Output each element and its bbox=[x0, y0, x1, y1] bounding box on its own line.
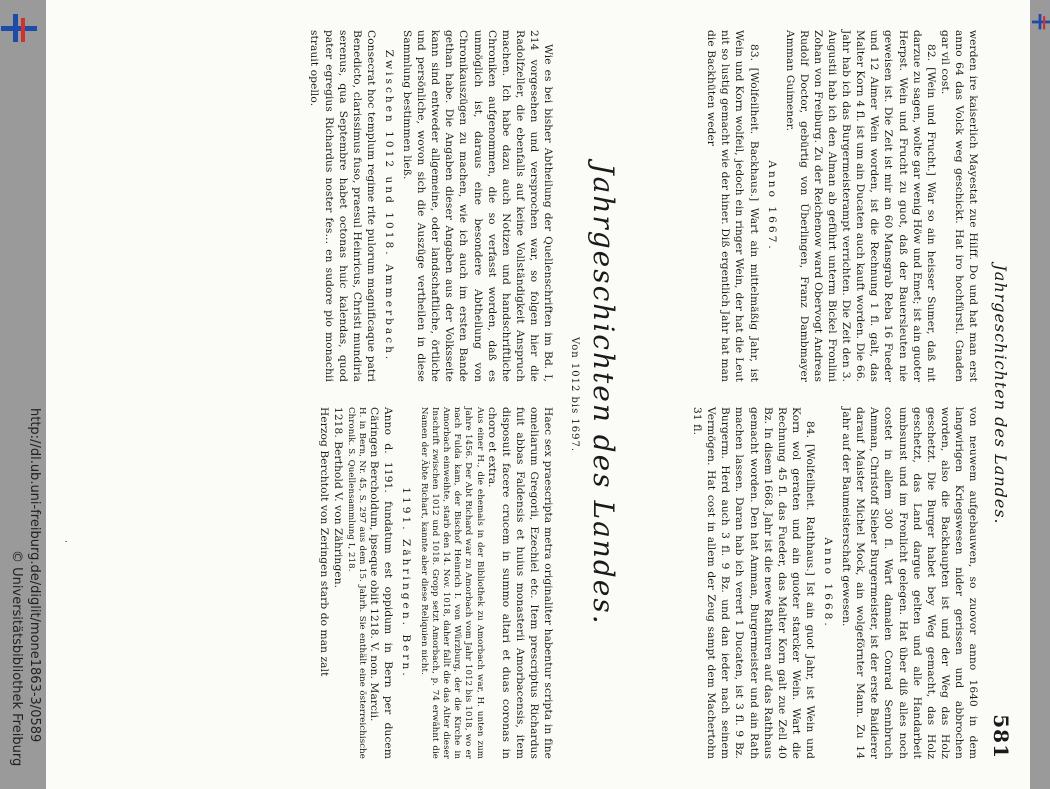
cross-logo-icon bbox=[1032, 14, 1050, 29]
year-heading: Anno 1668. bbox=[822, 537, 835, 629]
paragraph: 83. [Wolfeilheit. Backhaus.] Wart ain mittelmäßig Jahr, ist Wein und Korn wolfeil, jedoch ein ringer Wein, der hat die Leut nit so lustig gemacht wie der hiner. Diß ergentlich Jahr hat man die Backhüten weder bbox=[705, 30, 760, 382]
paragraph: Wie es bei bisher Abtheilung der Quellenschriften im Bd. I, 214 vorgesehen und versprochen war, so folgen hier die Radolfzeller, die ebenfalls auf keine Vollständigkeit Anspruch machen. Ich habe dazu auch Notizen und handschriftliche Chroniken aufgenommen, die so verfasst worden, daß es unmöglich ist, daraus eine besondere Abtheilung von Chronikauszügen zu machen, wie ich auch im ersten Bande gethan habe. Die Angaben dieser Angaben aus der Volksseite kann sind entweder allgemeine, oder landschaftliche, örtliche und persönliche, wovon sich die Auszüge vertheilen in diese Sammlung bestimmen ließ. bbox=[401, 30, 554, 382]
paragraph: Haec sex praescripta metra originaliter habentur scripta in fine omeliarum Gregorii, Ezechiel etc. Item prescriptus Richardus fuit abbas Faldensis et huius monasterii Amorbacensis, item disposuit facere crucem in summo altari et duas coronas in choro et extra. bbox=[485, 407, 554, 759]
year-heading: Zwischen 1012 und 1018. Ammerbach. bbox=[382, 49, 395, 363]
lower-right-column bbox=[316, 407, 555, 759]
footnote: Aus einer H., die ehemals in der Bibliothek zu Amorbach war, H. unten zum Jahre 1456. Der Abt Richard war zu Amorbach vom Jahr 1012 bis 1018, wo er nach Fulda kam, der Bischof Heinrich I. von Würzburg, der die Kirche in Amorbach einweihte, starb den 14. Nov. 1018, daher fallt die das Alter dieser Inschrift zwischen 1012 und 1018. Gropp setzt Amorbach, p. 74 erwähnt die Namen der Äbte Richart, kannte aber diese Reliquien nicht. bbox=[418, 407, 485, 759]
right-margin-strip bbox=[1030, 0, 1050, 789]
paragraph: Herzog Berchtolt von Zeringen starb do man zalt bbox=[317, 407, 330, 677]
page-number: 581 bbox=[989, 714, 1013, 759]
lower-left-column bbox=[307, 30, 555, 382]
copyright-notice: © Universitätsbibliothek Freiburg bbox=[9, 550, 24, 767]
footnote: H. in Bern, Nr. 45, S. 297 aus dem 15. Jahrh. Sie enthält eine österreichische Chronik. S. Quellensammlung I, 218. bbox=[345, 407, 368, 759]
header-title: Jahrgeschichten des Landes. bbox=[991, 264, 1010, 525]
year-heading: Anno 1667. bbox=[765, 160, 778, 252]
paragraph: Anno d. 1191. fundatum est oppidum in Bern per ducem Cäringen Bercholdum, ipseque obiit 1218. V. non. Marcii. bbox=[368, 407, 395, 759]
page-header bbox=[988, 30, 1013, 759]
paragraph: werden ire kaiserlich Mayestat zue Hilff. Do und hat man erst anno 64 das Volck weg geschickt. Hat iro hochfürstl. Gnaden gar vil cost. bbox=[938, 30, 979, 382]
year-heading: 1191. Zähringen. Bern. bbox=[400, 487, 413, 679]
paragraph: Consecrat hoc templum regime rite pulorum magnificaque patri Benedicto, clarissimus fuso, praesul Heinricus, Christi mundiria serenus, qua Septembre habet octonas huic kalendas, quod pater egregius Richardus noster fes… en sudore pio monachii strauit opello. bbox=[308, 30, 377, 382]
upper-right-column bbox=[690, 407, 980, 759]
paragraph: 84. [Wolfeilheit. Rathhaus.] Ist ain guot Jahr, ist Wein und Korn wol geraten und ain guoter starcker Wein. Wart die Rechnung 45 fl. das Fueder, das Malter Korn galt zue Zell 40 Bz. In disem 1668. Jahr ist die newe Rathuren auf das Rathhaus gemacht worden. Den hat Amman, Burgermeister und ain Rath machen lassen. Daran hab ich verert 1 Ducaten, ist 3 fl. 9 Bz. Burgerm. Herd auch 3 fl. 9 Bz. und dan ieder nach seinem Vermögen. Hat cost in allem der Zeug sampt dem Machertohn 31 fl. bbox=[691, 407, 816, 759]
bottom-mark: · bbox=[60, 540, 70, 543]
upper-left-column bbox=[704, 30, 980, 382]
section-title: Jahrgeschichten des Landes. bbox=[587, 163, 620, 626]
rotated-page-content bbox=[46, 0, 1030, 789]
cross-logo-icon bbox=[1, 14, 37, 42]
paragraph: von neuwem aufgebauwen, so zuovor anno 1640 in dem langwirigen Kriegswesen nider gerissen und abbrochen worden, also die Backhaupten ist und der Weg das Holz geschetzt. Die Burger habet bey Weg gemacht, das Holz geschetzt, das Land dargue gelten und alle Handarbeit umbsunst und im Fronlicht gelegen. Hat über diß alles noch costet in allem 300 fl. Wart damalen Conrad Sennbruch Amman, Christoff Sieber Burgermeister, ist der erste Baidierer darauf Maister Michel Mock, ain wolgeförnter Mann. Zu 14 Jahr auf der Baumeisterschaft gewesen. bbox=[840, 407, 979, 759]
scanned-page bbox=[46, 0, 1030, 789]
section-subtitle: Von 1012 bis 1697. bbox=[569, 336, 580, 453]
paragraph: 1218. Berthold V. von Zähringen. bbox=[331, 407, 344, 589]
paragraph: 82. [Wein und Frucht.] War so ain heisser Sumer, daß nit darzue zu sagen, wolte gar wenig Höw und Emet; ist ain guoter Herpst. Wein und Frucht zu guot, daß der Bauersleuten nie geweisen ist. Die Zeit ist mir an 60 Mansgrab Reba 16 Fueder und 12 Aimer Wein worden, ist die Rechnung 1 fl. galt, das Malter Korn 4 fl. ist um ain Ducaten auch kauft worden. Die 66. Jahr hab ich das Burgermeisterampt verrichten. Die Zeit den 3. Augustii hab ich den Alman ab geführt unterm Bickel Fronlini Zohan von Freiburg. Zu der Reichenow ward Obervogt Andreas Rudolf Doctor, gebürtig von Überlingen, Franz Dambmayer Amman Guimener. bbox=[783, 30, 937, 382]
viewer-url-link[interactable]: http://dl.ub.uni-freiburg.de/diglit/mone1863-3/0589 bbox=[27, 408, 42, 743]
